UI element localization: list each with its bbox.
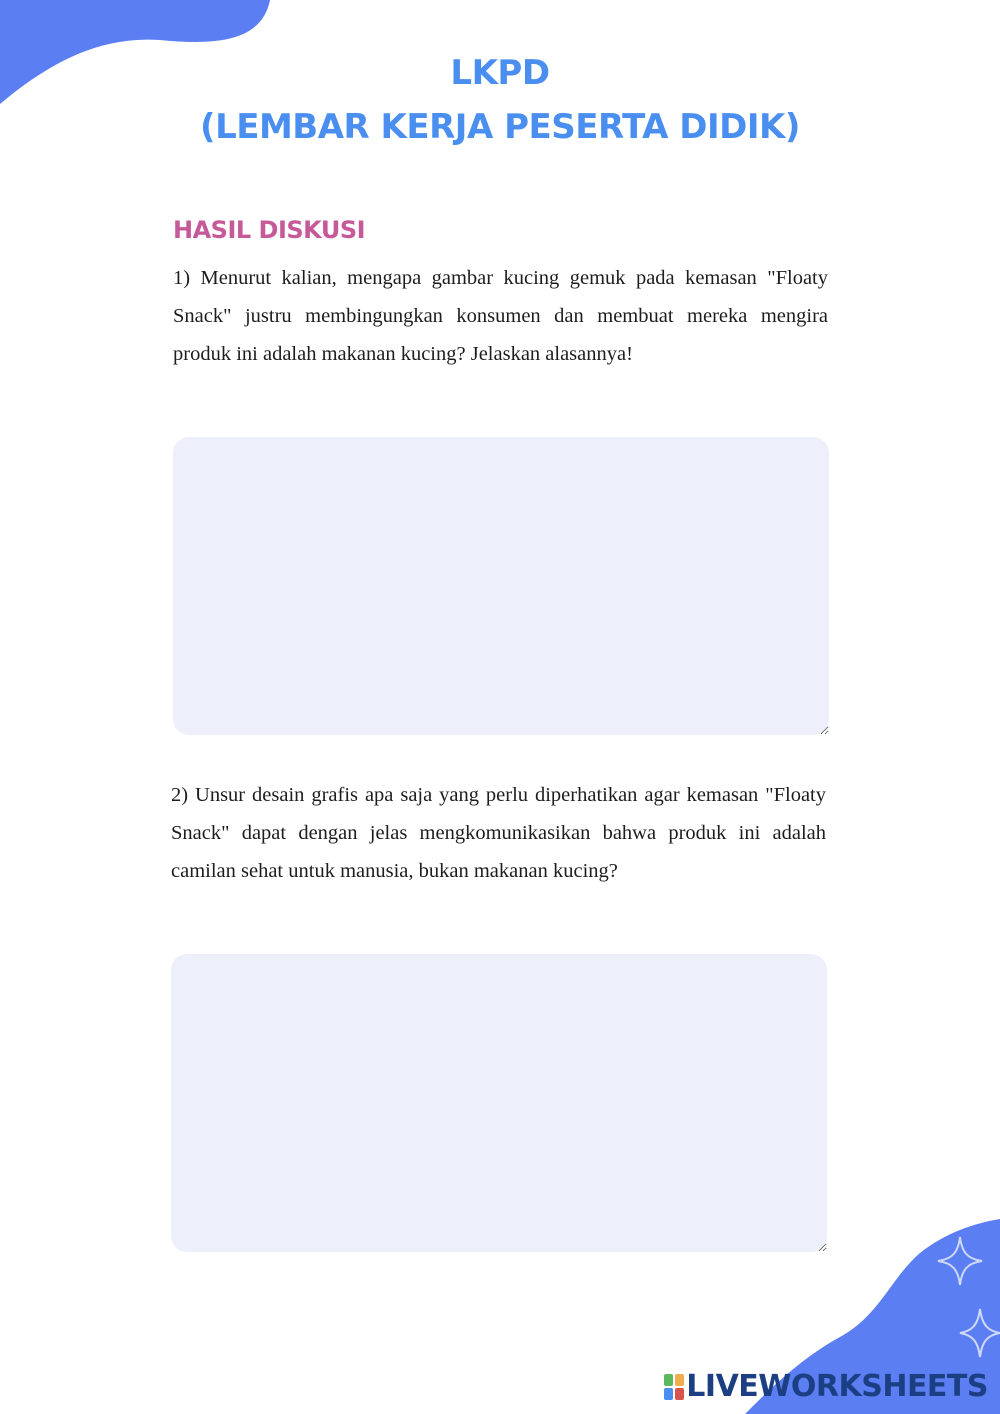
page-title-line-2: (LEMBAR KERJA PESERTA DIDIK) (200, 107, 800, 147)
liveworksheets-logo-icon (664, 1374, 684, 1400)
answer-1-input[interactable] (173, 437, 829, 735)
question-2-text: 2) Unsur desain grafis apa saja yang perlu diperhatikan agar kemasan "Floaty Snack" dapat dengan jelas mengkomunikasikan bahwa produk ini adalah camilan sehat untuk manusia, bukan makanan kucing? (171, 784, 826, 882)
question-1-text: 1) Menurut kalian, mengapa gambar kucing gemuk pada kemasan "Floaty Snack" justru membingungkan konsumen dan membuat mereka mengira produk ini adalah makanan kucing? Jelaskan alasannya! (173, 267, 828, 365)
answer-2-input[interactable] (171, 954, 827, 1252)
section-heading: HASIL DISKUSI (173, 216, 366, 244)
liveworksheets-branding (664, 1369, 988, 1404)
page-title-line-1: LKPD (450, 53, 550, 93)
liveworksheets-text: LIVEWORKSHEETS (686, 1369, 988, 1404)
